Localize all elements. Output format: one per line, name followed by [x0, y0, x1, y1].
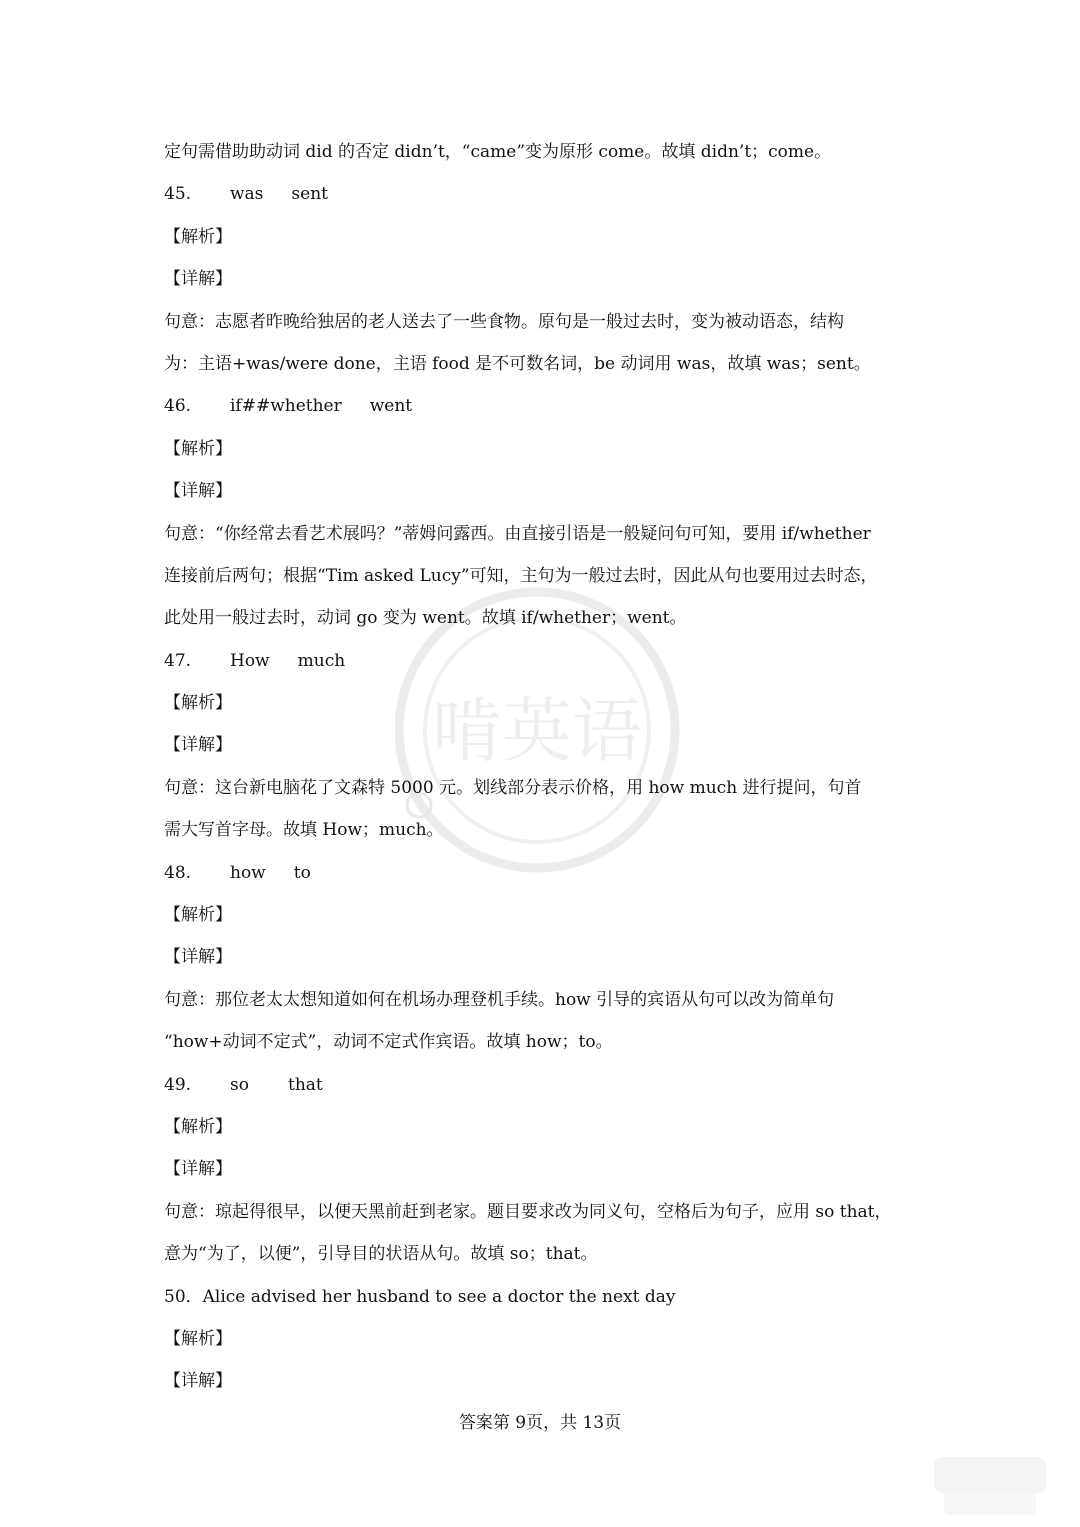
- detail-label: 【详解】: [164, 1159, 232, 1180]
- analysis-label: 【解析】: [164, 438, 232, 459]
- page-footer: 答案第 9页，共 13页: [458, 1413, 622, 1433]
- explanation-line: 句意：“你经常去看艺术展吗？”蒂姆问露西。由直接引语是一般疑问句可知，要用 if/whether: [164, 523, 871, 544]
- explanation-line: 连接前后两句；根据“Tim asked Lucy”可知，主句为一般过去时，因此从句也要用过去时态，: [164, 565, 878, 586]
- question-50-answer: 50．Alice advised her husband to see a doctor the next day: [164, 1286, 676, 1307]
- answer-blank-1: so: [230, 1074, 249, 1095]
- analysis-label: 【解析】: [164, 693, 232, 714]
- question-46-answer: [164, 391, 924, 433]
- explanation-line: 需大写首字母。故填 How；much。: [164, 820, 444, 841]
- corner-watermark-logo: [930, 1451, 1050, 1521]
- analysis-label: 【解析】: [164, 226, 232, 247]
- question-48-answer: [164, 858, 924, 900]
- detail-label: 【详解】: [164, 1371, 232, 1392]
- answer-blank-2: that: [288, 1074, 323, 1095]
- answer-blank-2: to: [293, 862, 311, 883]
- question-number: 47.: [164, 650, 192, 671]
- svg-text:啃英语: 啃英语: [432, 690, 642, 772]
- answer-blank-1: How: [230, 650, 270, 671]
- explanation-line: 为：主语+was/were done，主语 food 是不可数名词，be 动词用 was，故填 was；sent。: [164, 353, 871, 374]
- answer-content: [164, 137, 924, 1409]
- answer-blank-1: was: [230, 184, 264, 205]
- detail-label: 【详解】: [164, 481, 232, 502]
- answer-blank-2: went: [369, 396, 413, 417]
- question-number: 49.: [164, 1074, 192, 1095]
- explanation-line: 意为“为了，以便”，引导目的状语从句。故填 so；that。: [164, 1244, 598, 1265]
- answer-blank-1: if##whether: [230, 396, 342, 417]
- question-number: 46.: [164, 396, 192, 417]
- question-49-answer: [164, 1070, 924, 1112]
- explanation-line: 句意：琼起得很早，以便天黑前赶到老家。题目要求改为同义句，空格后为句子，应用 so that，: [164, 1201, 892, 1222]
- explanation-line: 句意：那位老太太想知道如何在机场办理登机手续。how 引导的宾语从句可以改为简单句: [164, 989, 835, 1010]
- question-number: 48.: [164, 862, 192, 883]
- explanation-line: 句意：这台新电脑花了文森特 5000 元。划线部分表示价格，用 how much 进行提问，句首: [164, 777, 862, 798]
- intro-line: 定句需借助助动词 did 的否定 didn’t，“came”变为原形 come。故填 didn’t；come。: [164, 142, 832, 162]
- explanation-line: 句意：志愿者昨晚给独居的老人送去了一些食物。原句是一般过去时，变为被动语态，结构: [164, 311, 844, 332]
- question-47-answer: [164, 646, 924, 688]
- question-number: 45.: [164, 184, 192, 205]
- explanation-line: “how+动词不定式”，动词不定式作宾语。故填 how；to。: [164, 1032, 613, 1053]
- detail-label: 【详解】: [164, 269, 232, 290]
- analysis-label: 【解析】: [164, 1116, 232, 1137]
- answer-blank-2: much: [297, 650, 346, 671]
- analysis-label: 【解析】: [164, 905, 232, 926]
- explanation-line: 此处用一般过去时，动词 go 变为 went。故填 if/whether；went。: [164, 608, 687, 629]
- detail-label: 【详解】: [164, 735, 232, 756]
- analysis-label: 【解析】: [164, 1328, 232, 1349]
- answer-blank-1: how: [230, 862, 266, 883]
- question-45-answer: [164, 179, 924, 221]
- answer-blank-2: sent: [291, 184, 328, 205]
- detail-label: 【详解】: [164, 947, 232, 968]
